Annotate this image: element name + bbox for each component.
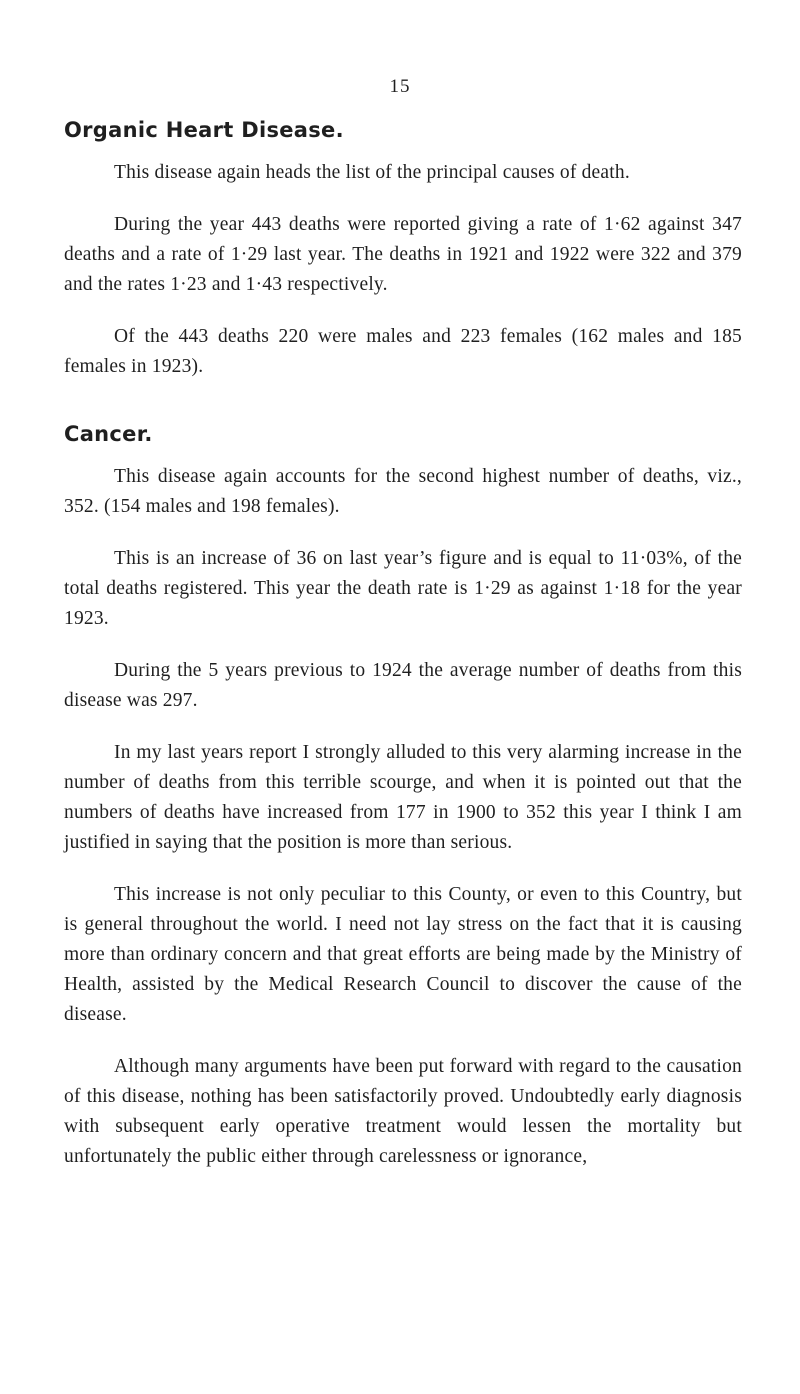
paragraph: This increase is not only peculiar to this County, or even to this Country, but is general throughout the world. I need not lay stress on the fact that it is causing more than ordinary concern and that great efforts are being made by the Ministry of Health, assisted by the Medical Research Council to discover the cause of the disease. xyxy=(64,884,742,1025)
paragraph: During the 5 years previous to 1924 the average number of deaths from this disease was 297. xyxy=(64,660,742,711)
paragraph: In my last years report I strongly alluded to this very alarming increase in the number of deaths from this terrible scourge, and when it is pointed out that the numbers of deaths have increased from 177 in 1900 to 352 this year I think I am justified in saying that the position is more than serious. xyxy=(64,742,742,853)
section-heading: Cancer. xyxy=(64,422,153,446)
section-heading: Organic Heart Disease. xyxy=(64,118,344,142)
section-organic-heart-disease xyxy=(64,118,742,382)
paragraph: This disease again heads the list of the principal causes of death. xyxy=(114,162,630,183)
document-body xyxy=(64,118,742,1194)
paragraph: Of the 443 deaths 220 were males and 223 females (162 males and 185 females in 1923). xyxy=(64,326,742,377)
paragraph: Although many arguments have been put forward with regard to the causation of this disease, nothing has been satisfactorily proved. Undoubtedly early diagnosis with subsequent early operative treatment would lessen the mortality but unfortunately the public either through carelessness or ignorance, xyxy=(64,1056,742,1167)
page-number: 15 xyxy=(389,76,411,97)
paragraph: This is an increase of 36 on last year’s figure and is equal to 11·03%, of the total deaths registered. This year the death rate is 1·29 as against 1·18 for the year 1923. xyxy=(64,548,742,629)
paragraph: During the year 443 deaths were reported giving a rate of 1·62 against 347 deaths and a rate of 1·29 last year. The deaths in 1921 and 1922 were 322 and 379 and the rates 1·23 and 1·43 respectively. xyxy=(64,214,742,295)
paragraph: This disease again accounts for the second highest number of deaths, viz., 352. (154 males and 198 females). xyxy=(64,466,742,517)
section-cancer xyxy=(64,422,742,1172)
